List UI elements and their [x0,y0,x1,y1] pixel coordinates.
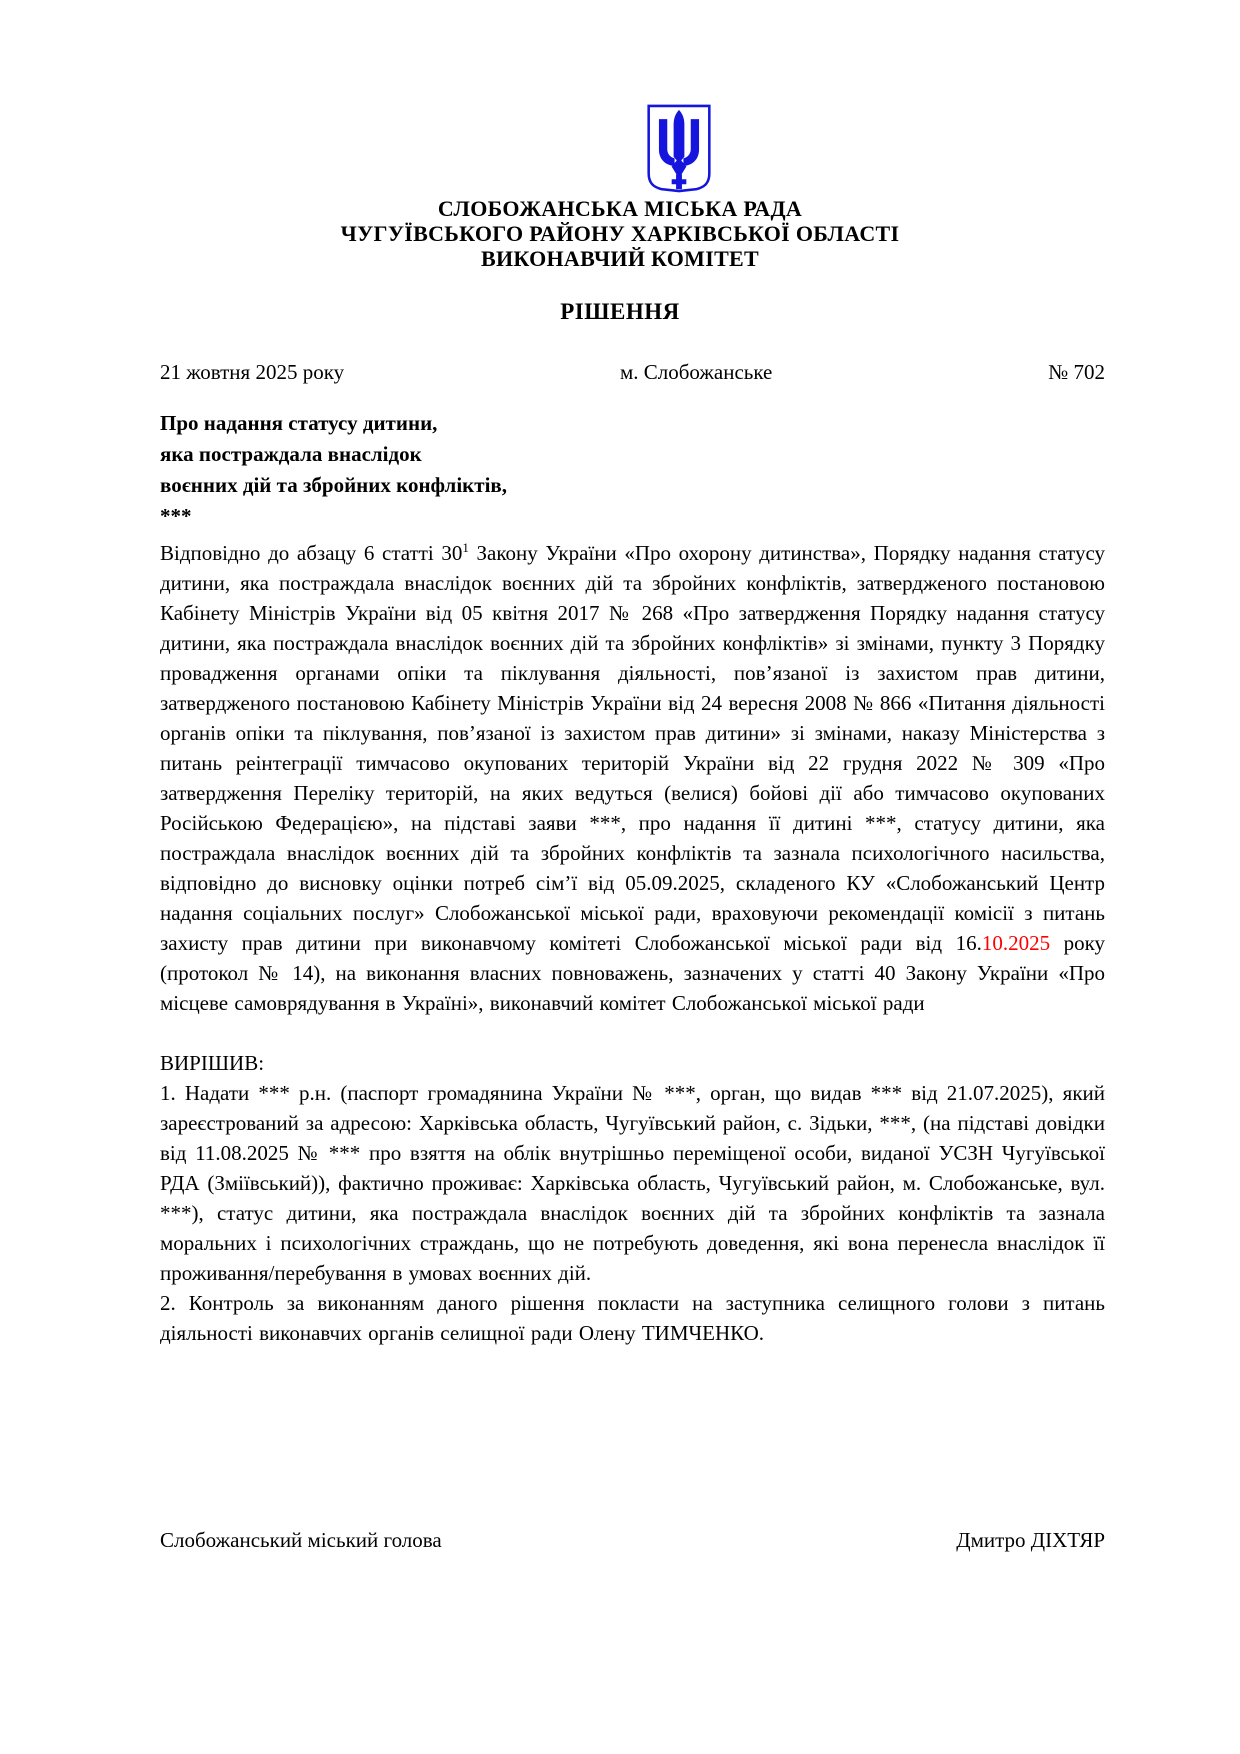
signature-name: Дмитро ДІХТЯР [956,1528,1105,1552]
org-name-line-1: СЛОБОЖАНСЬКА МІСЬКА РАДА [437,196,803,221]
signature-row [160,1528,1105,1553]
subject-line: *** [160,504,192,528]
preamble-text: Відповідно до абзацу 6 статті 30 [160,541,463,565]
preamble-text: Закону України «Про охорону дитинства», Порядку надання статусу дитини, яка постраждала внаслідок воєнних дій та збройних конфліктів, затвердженого постановою Кабінету Міністрів України від 05 квітня 2017 № 268 «Про затвердження Порядку надання статусу дитини, яка постраждала внаслідок воєнних дій та збройних конфліктів» зі змінами, пункту 3 Порядку провадження органами опіки та піклування діяльності, пов’язаної із захистом прав дитини, затвердженого постановою Кабінету Міністрів України від 24 вересня 2008 № 866 «Питання діяльності органів опіки та піклування, пов’язаної із захистом прав дитини» зі змінами, наказу Міністерства з питань реінтеграції тимчасово окупованих територій України від 22 грудня 2022 № 309 «Про затвердження Переліку територій, на яких ведуться (велися) бойові дії або тимчасово окупованих Російською Федерацією», на підставі заяви ***, про надання її дитині ***, статусу дитини, яка постраждала внаслідок воєнних дій та збройних конфліктів та зазнала психологічного насильства, відповідно до висновку оцінки потреб сім’ї від 05.09.2025, складеного КУ «Слобожанський Центр надання соціальних послуг» Слобожанської міської ради, враховуючи рекомендації комісії з питань захисту прав дитини при виконавчому комітеті Слобожанської міської ради від 16. [160,541,1106,955]
doc-place: м. Слобожанське [619,360,773,384]
footnote-superscript: 1 [462,540,469,555]
subject-block [160,408,780,532]
subject-line: воєнних дій та збройних конфліктів, [160,473,508,497]
doc-date: 21 жовтня 2025 року [160,360,345,384]
org-name-line-3: ВИКОНАВЧИЙ КОМІТЕТ [480,246,759,271]
preamble-text: року (протокол № 14), на виконання власних повноважень, зазначених у статті 40 Закону України «Про місцеве самоврядування в Україні», виконавчий комітет Слобожанської міської ради [160,931,1106,1015]
doc-number: № 702 [1048,360,1105,384]
subject-line: яка постраждала внаслідок [160,442,422,466]
resolution-item-1: 1. Надати *** р.н. (паспорт громадянина України № ***, орган, що видав *** від 21.07.2025), який зареєстрований за адресою: Харківська область, Чугуївський район, с. Зідьки, ***, (на підставі довідки від 11.08.2025 № *** про взяття на облік внутрішньо переміщеної особи, виданої УСЗН Чугуївської РДА (Зміївський)), фактично проживає: Харківська область, Чугуївський район, м. Слобожанське, вул. ***), статус дитини, яка постраждала внаслідок воєнних дій та збройних конфліктів та зазнала моральних і психологічних страждань, що не потребують доведення, які вона перенесла внаслідок її проживання/перебування в умовах воєнних дій. [160,1081,1105,1285]
date-line [160,360,1105,385]
resolution-item-2: 2. Контроль за виконанням даного рішення покласти на заступника селищного голови з питань діяльності виконавчих органів селищної ради Олену ТИМЧЕНКО. [160,1291,1105,1345]
org-header [0,196,1240,271]
preamble-paragraph [160,538,1105,1018]
resolved-heading: ВИРІШИВ: [160,1051,265,1075]
ukraine-coat-of-arms-icon [645,103,713,193]
document-body [160,538,1105,1348]
doc-type-title: РІШЕННЯ [560,299,680,324]
subject-line: Про надання статусу дитини, [160,411,438,435]
signature-title: Слобожанський міський голова [160,1528,442,1552]
spacer [160,1018,1105,1048]
highlighted-date: 10.2025 [981,931,1051,955]
org-name-line-2: ЧУГУЇВСЬКОГО РАЙОНУ ХАРКІВСЬКОЇ ОБЛАСТІ [340,221,900,246]
